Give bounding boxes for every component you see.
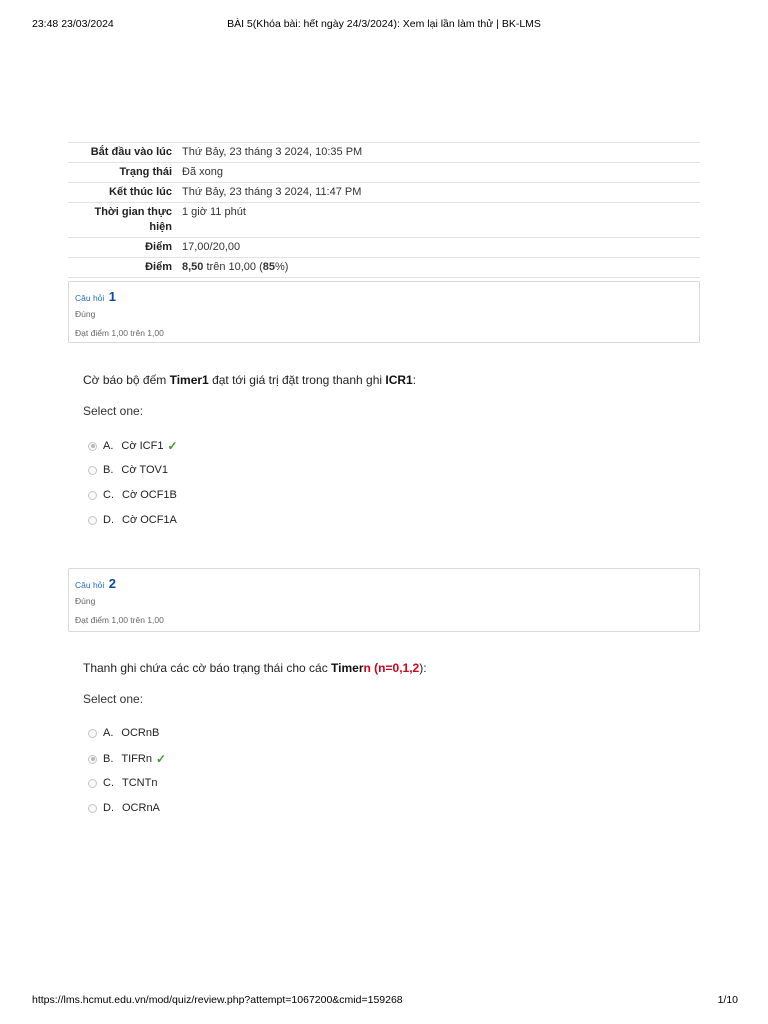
attempt-summary-table xyxy=(68,142,700,278)
summary-row xyxy=(68,258,700,278)
summary-row xyxy=(68,203,700,238)
answer-text: Cờ OCF1A xyxy=(122,514,177,526)
summary-value: Đã xong xyxy=(178,163,700,183)
answer-letter: D. xyxy=(103,514,114,526)
answer-text: OCRnB xyxy=(121,727,160,739)
answer-text: TCNTn xyxy=(122,777,158,789)
summary-row xyxy=(68,183,700,203)
radio-button[interactable] xyxy=(88,491,97,500)
answer-letter: B. xyxy=(103,753,114,765)
answer-letter: D. xyxy=(103,802,114,814)
question-number-prefix: Câu hỏi xyxy=(75,293,105,303)
question-text-part: đạt tới giá trị đặt trong thanh ghi xyxy=(208,373,386,387)
answer-letter: A. xyxy=(103,440,114,452)
summary-value: Thứ Bảy, 23 tháng 3 2024, 10:35 PM xyxy=(178,143,700,163)
question-text-keyword: Timer1 xyxy=(169,373,209,387)
question-number-value: 2 xyxy=(108,576,116,591)
question-grade: Đạt điểm 1,00 trên 1,00 xyxy=(75,328,164,338)
radio-button[interactable] xyxy=(88,442,97,451)
summary-label: Thời gian thực hiện xyxy=(68,203,178,238)
question-info-box xyxy=(68,568,700,632)
answer-option[interactable] xyxy=(88,802,160,814)
answer-text: OCRnA xyxy=(122,802,160,814)
summary-row xyxy=(68,163,700,183)
question-number xyxy=(75,576,116,591)
question-text-highlight: n (n=0,1,2 xyxy=(363,661,420,675)
summary-value xyxy=(178,258,700,278)
question-text xyxy=(83,661,427,675)
summary-label: Điểm xyxy=(68,238,178,258)
select-one-prompt: Select one: xyxy=(83,692,144,706)
grade-percent-suffix: %) xyxy=(275,261,289,273)
answer-option[interactable] xyxy=(88,514,177,526)
correct-check-icon: ✓ xyxy=(155,752,167,766)
answer-option[interactable] xyxy=(88,439,178,453)
grade-percent: 85 xyxy=(262,261,275,273)
answer-text: Cờ ICF1 xyxy=(121,440,164,452)
question-info-box xyxy=(68,281,700,343)
answer-letter: C. xyxy=(103,489,114,501)
print-page-title: BÀI 5(Khóa bài: hết ngày 24/3/2024): Xem lại lần làm thử | BK-LMS xyxy=(227,18,541,30)
question-number xyxy=(75,289,116,304)
summary-label: Bắt đầu vào lúc xyxy=(68,143,178,163)
radio-button[interactable] xyxy=(88,729,97,738)
answer-option[interactable] xyxy=(88,752,166,766)
answer-text: Cờ OCF1B xyxy=(122,489,177,501)
print-url: https://lms.hcmut.edu.vn/mod/quiz/review.php?attempt=1067200&cmid=159268 xyxy=(32,994,403,1006)
print-page-number: 1/10 xyxy=(717,994,738,1006)
question-number-value: 1 xyxy=(108,289,116,304)
answer-text: Cờ TOV1 xyxy=(121,464,168,476)
answer-option[interactable] xyxy=(88,489,177,501)
summary-value: Thứ Bảy, 23 tháng 3 2024, 11:47 PM xyxy=(178,183,700,203)
question-text-part: : xyxy=(412,373,417,387)
answer-letter: A. xyxy=(103,727,114,739)
question-number-prefix: Câu hỏi xyxy=(75,580,105,590)
question-text xyxy=(83,373,416,387)
summary-value: 17,00/20,00 xyxy=(178,238,700,258)
summary-row xyxy=(68,143,700,163)
print-datetime: 23:48 23/03/2024 xyxy=(32,18,114,30)
answer-letter: B. xyxy=(103,464,114,476)
radio-button[interactable] xyxy=(88,755,97,764)
radio-button[interactable] xyxy=(88,466,97,475)
answer-option[interactable] xyxy=(88,464,168,476)
question-text-part: ): xyxy=(419,661,427,675)
select-one-prompt: Select one: xyxy=(83,404,144,418)
answer-text: TIFRn xyxy=(121,753,152,765)
answer-letter: C. xyxy=(103,777,114,789)
question-text-part: Cờ báo bộ đếm xyxy=(83,373,170,387)
grade-score: 8,50 xyxy=(182,261,204,273)
radio-button[interactable] xyxy=(88,804,97,813)
question-state: Đúng xyxy=(75,596,96,606)
answer-option[interactable] xyxy=(88,777,157,789)
summary-value: 1 giờ 11 phút xyxy=(178,203,700,238)
grade-out-of: trên 10,00 ( xyxy=(203,261,263,273)
answer-option[interactable] xyxy=(88,727,159,739)
question-text-keyword: ICR1 xyxy=(385,373,413,387)
question-text-keyword: Timer xyxy=(331,661,364,675)
question-state: Đúng xyxy=(75,309,96,319)
summary-row xyxy=(68,238,700,258)
summary-label: Kết thúc lúc xyxy=(68,183,178,203)
correct-check-icon: ✓ xyxy=(167,439,178,453)
question-grade: Đạt điểm 1,00 trên 1,00 xyxy=(75,615,164,625)
summary-label: Trạng thái xyxy=(68,163,178,183)
radio-button[interactable] xyxy=(88,779,97,788)
radio-button[interactable] xyxy=(88,516,97,525)
summary-label: Điểm xyxy=(68,258,178,278)
question-text-part: Thanh ghi chứa các cờ báo trạng thái cho các xyxy=(83,661,332,675)
